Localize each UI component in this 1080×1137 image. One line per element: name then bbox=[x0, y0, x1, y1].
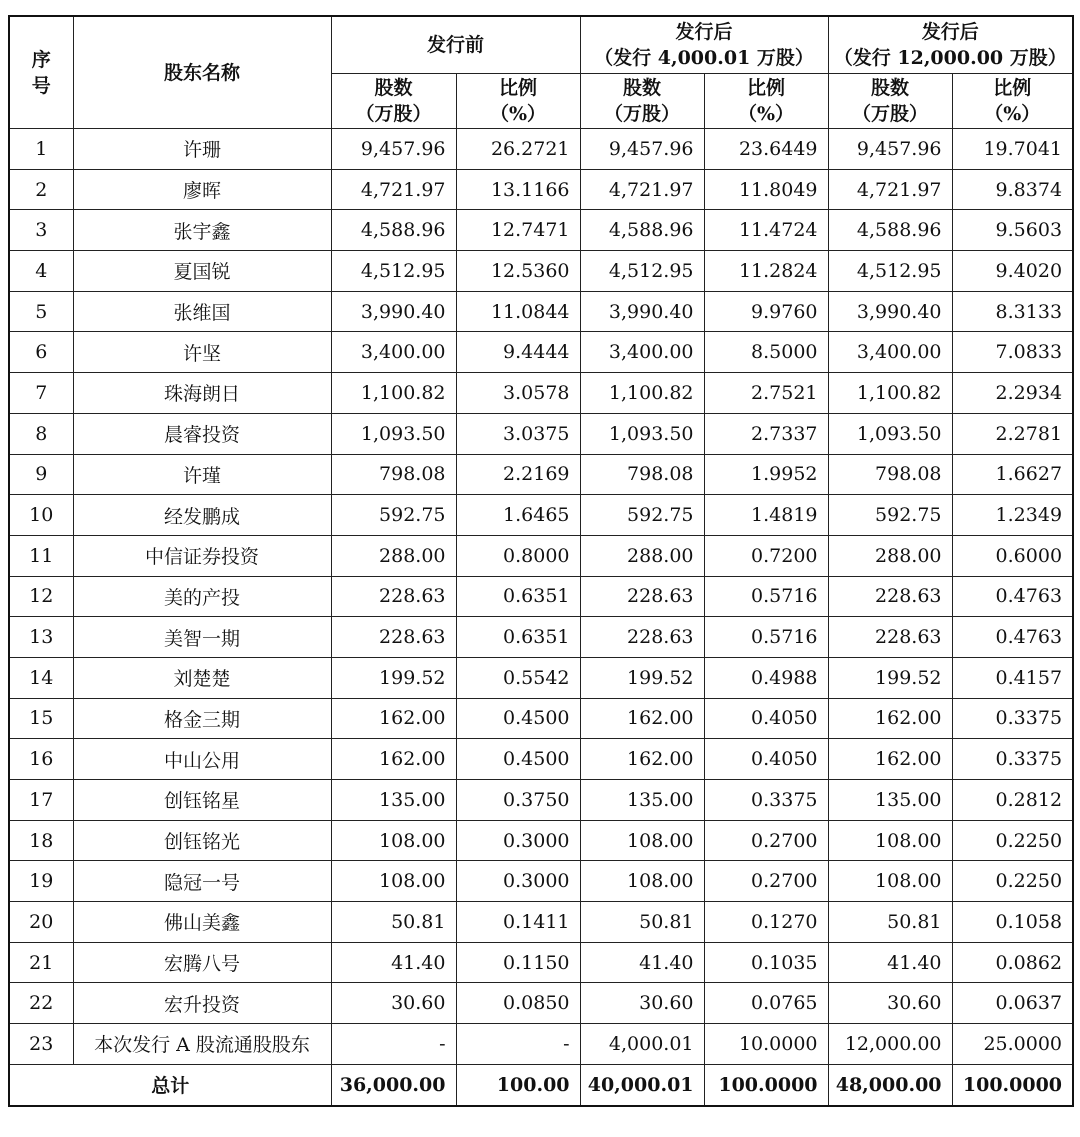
row-name: 珠海朗日 bbox=[73, 373, 331, 414]
row-before-ratio: - bbox=[456, 1024, 580, 1065]
row-name: 佛山美鑫 bbox=[73, 902, 331, 943]
row-before-ratio: 11.0844 bbox=[456, 291, 580, 332]
row-name: 许珊 bbox=[73, 129, 331, 170]
row-after-2-shares: 199.52 bbox=[828, 657, 952, 698]
row-after-1-shares: 288.00 bbox=[580, 535, 704, 576]
row-after-1-shares: 30.60 bbox=[580, 983, 704, 1024]
row-seq: 13 bbox=[9, 617, 73, 658]
row-before-shares: 228.63 bbox=[331, 617, 456, 658]
row-after-1-shares: 108.00 bbox=[580, 820, 704, 861]
row-after-1-shares: 3,990.40 bbox=[580, 291, 704, 332]
row-after-1-ratio: 1.4819 bbox=[704, 495, 828, 536]
table-row bbox=[9, 129, 1073, 170]
row-after-2-shares: 50.81 bbox=[828, 902, 952, 943]
row-name: 美智一期 bbox=[73, 617, 331, 658]
row-seq: 21 bbox=[9, 942, 73, 983]
header-shares-label: 股数 bbox=[374, 77, 413, 99]
row-after-1-ratio: 0.1035 bbox=[704, 942, 828, 983]
row-name: 刘楚楚 bbox=[73, 657, 331, 698]
row-name: 宏腾八号 bbox=[73, 942, 331, 983]
table-row bbox=[9, 291, 1073, 332]
row-seq: 7 bbox=[9, 373, 73, 414]
row-before-ratio: 0.3000 bbox=[456, 861, 580, 902]
table-row bbox=[9, 1024, 1073, 1065]
header-shares-unit: （万股） bbox=[355, 103, 432, 125]
row-after-1-ratio: 0.5716 bbox=[704, 617, 828, 658]
row-before-ratio: 12.7471 bbox=[456, 210, 580, 251]
row-after-1-ratio: 0.4988 bbox=[704, 657, 828, 698]
row-after-2-shares: 41.40 bbox=[828, 942, 952, 983]
table-body bbox=[9, 129, 1073, 1106]
row-name: 创钰铭星 bbox=[73, 780, 331, 821]
row-before-ratio: 0.4500 bbox=[456, 698, 580, 739]
header-ratio-unit: （%） bbox=[737, 103, 795, 125]
row-after-1-shares: 1,093.50 bbox=[580, 413, 704, 454]
row-after-1-ratio: 1.9952 bbox=[704, 454, 828, 495]
shareholding-table bbox=[8, 15, 1074, 1107]
row-before-ratio: 26.2721 bbox=[456, 129, 580, 170]
total-after-1-ratio: 100.0000 bbox=[704, 1064, 828, 1106]
row-before-ratio: 0.3000 bbox=[456, 820, 580, 861]
row-before-shares: 50.81 bbox=[331, 902, 456, 943]
row-after-2-ratio: 0.3375 bbox=[952, 739, 1073, 780]
row-name: 创钰铭光 bbox=[73, 820, 331, 861]
row-before-ratio: 0.4500 bbox=[456, 739, 580, 780]
row-after-2-ratio: 2.2934 bbox=[952, 373, 1073, 414]
row-before-shares: 108.00 bbox=[331, 861, 456, 902]
row-after-2-shares: 228.63 bbox=[828, 617, 952, 658]
header-after-2-shares bbox=[828, 74, 952, 129]
table-row bbox=[9, 210, 1073, 251]
row-seq: 14 bbox=[9, 657, 73, 698]
table-row bbox=[9, 169, 1073, 210]
row-after-2-shares: 3,400.00 bbox=[828, 332, 952, 373]
table-row bbox=[9, 413, 1073, 454]
row-before-shares: 9,457.96 bbox=[331, 129, 456, 170]
table-row bbox=[9, 657, 1073, 698]
row-after-2-shares: 228.63 bbox=[828, 576, 952, 617]
row-seq: 5 bbox=[9, 291, 73, 332]
row-after-2-shares: 4,721.97 bbox=[828, 169, 952, 210]
header-shares-label: 股数 bbox=[871, 77, 910, 99]
row-name: 张宇鑫 bbox=[73, 210, 331, 251]
header-before: 发行前 bbox=[331, 16, 580, 74]
row-before-ratio: 0.6351 bbox=[456, 576, 580, 617]
row-seq: 6 bbox=[9, 332, 73, 373]
header-seq-line2: 号 bbox=[31, 74, 51, 97]
row-seq: 12 bbox=[9, 576, 73, 617]
row-after-1-shares: 4,000.01 bbox=[580, 1024, 704, 1065]
header-ratio-label: 比例 bbox=[993, 77, 1032, 99]
row-after-2-ratio: 0.0637 bbox=[952, 983, 1073, 1024]
row-before-shares: 108.00 bbox=[331, 820, 456, 861]
row-name: 格金三期 bbox=[73, 698, 331, 739]
row-after-2-shares: 12,000.00 bbox=[828, 1024, 952, 1065]
row-after-2-ratio: 0.2250 bbox=[952, 820, 1073, 861]
row-after-1-ratio: 0.7200 bbox=[704, 535, 828, 576]
row-seq: 18 bbox=[9, 820, 73, 861]
header-shares-unit: （万股） bbox=[604, 103, 681, 125]
row-after-1-ratio: 8.5000 bbox=[704, 332, 828, 373]
row-name: 中信证券投资 bbox=[73, 535, 331, 576]
row-seq: 11 bbox=[9, 535, 73, 576]
row-after-1-ratio: 23.6449 bbox=[704, 129, 828, 170]
row-after-2-ratio: 0.2250 bbox=[952, 861, 1073, 902]
header-after-1-shares bbox=[580, 74, 704, 129]
row-before-shares: 30.60 bbox=[331, 983, 456, 1024]
row-before-shares: 228.63 bbox=[331, 576, 456, 617]
header-after-2-line1: 发行后 bbox=[921, 21, 979, 43]
row-after-1-shares: 798.08 bbox=[580, 454, 704, 495]
header-seq-line1: 序 bbox=[31, 48, 51, 71]
row-after-1-ratio: 0.1270 bbox=[704, 902, 828, 943]
row-after-2-shares: 162.00 bbox=[828, 698, 952, 739]
row-after-1-shares: 4,512.95 bbox=[580, 251, 704, 292]
row-name: 经发鹏成 bbox=[73, 495, 331, 536]
row-after-1-shares: 592.75 bbox=[580, 495, 704, 536]
table-row bbox=[9, 495, 1073, 536]
header-after-2 bbox=[828, 16, 1073, 74]
row-before-ratio: 0.8000 bbox=[456, 535, 580, 576]
row-after-1-ratio: 11.4724 bbox=[704, 210, 828, 251]
row-after-1-ratio: 11.8049 bbox=[704, 169, 828, 210]
row-after-1-shares: 41.40 bbox=[580, 942, 704, 983]
row-after-1-shares: 162.00 bbox=[580, 739, 704, 780]
row-before-shares: 4,512.95 bbox=[331, 251, 456, 292]
row-before-shares: 3,990.40 bbox=[331, 291, 456, 332]
row-before-shares: - bbox=[331, 1024, 456, 1065]
row-after-2-ratio: 25.0000 bbox=[952, 1024, 1073, 1065]
row-after-2-ratio: 0.4763 bbox=[952, 617, 1073, 658]
row-after-1-ratio: 0.4050 bbox=[704, 739, 828, 780]
row-seq: 9 bbox=[9, 454, 73, 495]
row-before-ratio: 0.6351 bbox=[456, 617, 580, 658]
row-seq: 4 bbox=[9, 251, 73, 292]
table-row bbox=[9, 617, 1073, 658]
row-name: 晨睿投资 bbox=[73, 413, 331, 454]
row-seq: 1 bbox=[9, 129, 73, 170]
total-after-2-shares: 48,000.00 bbox=[828, 1064, 952, 1106]
row-after-1-shares: 108.00 bbox=[580, 861, 704, 902]
total-label: 总计 bbox=[9, 1064, 331, 1106]
row-name: 张维国 bbox=[73, 291, 331, 332]
row-before-ratio: 0.0850 bbox=[456, 983, 580, 1024]
row-before-shares: 1,100.82 bbox=[331, 373, 456, 414]
row-after-1-shares: 3,400.00 bbox=[580, 332, 704, 373]
total-before-shares: 36,000.00 bbox=[331, 1064, 456, 1106]
row-after-2-ratio: 19.7041 bbox=[952, 129, 1073, 170]
row-seq: 19 bbox=[9, 861, 73, 902]
row-after-2-shares: 30.60 bbox=[828, 983, 952, 1024]
row-before-shares: 3,400.00 bbox=[331, 332, 456, 373]
row-after-2-shares: 3,990.40 bbox=[828, 291, 952, 332]
row-after-2-ratio: 7.0833 bbox=[952, 332, 1073, 373]
row-after-2-shares: 592.75 bbox=[828, 495, 952, 536]
row-after-2-shares: 4,512.95 bbox=[828, 251, 952, 292]
row-after-2-ratio: 0.2812 bbox=[952, 780, 1073, 821]
row-before-ratio: 3.0375 bbox=[456, 413, 580, 454]
row-name: 廖晖 bbox=[73, 169, 331, 210]
row-before-shares: 162.00 bbox=[331, 739, 456, 780]
table-row bbox=[9, 902, 1073, 943]
row-seq: 22 bbox=[9, 983, 73, 1024]
row-after-2-ratio: 9.4020 bbox=[952, 251, 1073, 292]
row-seq: 3 bbox=[9, 210, 73, 251]
row-after-2-ratio: 1.2349 bbox=[952, 495, 1073, 536]
total-row bbox=[9, 1064, 1073, 1106]
row-after-2-shares: 108.00 bbox=[828, 820, 952, 861]
row-after-2-ratio: 8.3133 bbox=[952, 291, 1073, 332]
row-after-1-shares: 4,721.97 bbox=[580, 169, 704, 210]
row-before-shares: 162.00 bbox=[331, 698, 456, 739]
row-before-shares: 1,093.50 bbox=[331, 413, 456, 454]
table-row bbox=[9, 373, 1073, 414]
shareholding-table-container bbox=[8, 15, 1072, 1107]
row-after-1-ratio: 2.7521 bbox=[704, 373, 828, 414]
table-row bbox=[9, 454, 1073, 495]
table-row bbox=[9, 332, 1073, 373]
row-after-2-shares: 9,457.96 bbox=[828, 129, 952, 170]
row-seq: 2 bbox=[9, 169, 73, 210]
row-after-1-ratio: 0.3375 bbox=[704, 780, 828, 821]
row-before-ratio: 13.1166 bbox=[456, 169, 580, 210]
row-after-1-shares: 50.81 bbox=[580, 902, 704, 943]
header-before-ratio bbox=[456, 74, 580, 129]
row-after-1-shares: 228.63 bbox=[580, 576, 704, 617]
row-seq: 20 bbox=[9, 902, 73, 943]
row-before-shares: 288.00 bbox=[331, 535, 456, 576]
row-after-2-shares: 1,093.50 bbox=[828, 413, 952, 454]
header-after-1-line1: 发行后 bbox=[675, 21, 733, 43]
row-before-ratio: 0.5542 bbox=[456, 657, 580, 698]
row-after-1-shares: 1,100.82 bbox=[580, 373, 704, 414]
header-ratio-unit: （%） bbox=[984, 103, 1041, 125]
row-before-ratio: 3.0578 bbox=[456, 373, 580, 414]
header-ratio-label: 比例 bbox=[499, 77, 538, 99]
header-ratio-unit: （%） bbox=[489, 103, 547, 125]
table-header bbox=[9, 16, 1073, 129]
header-after-1-ratio bbox=[704, 74, 828, 129]
header-shares-label: 股数 bbox=[623, 77, 662, 99]
table-row bbox=[9, 535, 1073, 576]
row-before-ratio: 2.2169 bbox=[456, 454, 580, 495]
row-after-1-ratio: 11.2824 bbox=[704, 251, 828, 292]
row-after-2-shares: 798.08 bbox=[828, 454, 952, 495]
row-after-1-shares: 162.00 bbox=[580, 698, 704, 739]
row-before-shares: 798.08 bbox=[331, 454, 456, 495]
row-before-shares: 199.52 bbox=[331, 657, 456, 698]
header-after-2-ratio bbox=[952, 74, 1073, 129]
table-row bbox=[9, 251, 1073, 292]
total-after-1-shares: 40,000.01 bbox=[580, 1064, 704, 1106]
row-before-ratio: 0.3750 bbox=[456, 780, 580, 821]
table-row bbox=[9, 780, 1073, 821]
table-row bbox=[9, 739, 1073, 780]
table-row bbox=[9, 576, 1073, 617]
row-name: 美的产投 bbox=[73, 576, 331, 617]
row-after-1-ratio: 0.2700 bbox=[704, 820, 828, 861]
row-before-shares: 4,588.96 bbox=[331, 210, 456, 251]
row-after-2-shares: 108.00 bbox=[828, 861, 952, 902]
row-after-2-ratio: 9.5603 bbox=[952, 210, 1073, 251]
row-after-1-shares: 4,588.96 bbox=[580, 210, 704, 251]
row-after-2-shares: 288.00 bbox=[828, 535, 952, 576]
row-seq: 23 bbox=[9, 1024, 73, 1065]
row-seq: 15 bbox=[9, 698, 73, 739]
row-after-2-shares: 1,100.82 bbox=[828, 373, 952, 414]
row-after-2-shares: 135.00 bbox=[828, 780, 952, 821]
row-after-2-ratio: 1.6627 bbox=[952, 454, 1073, 495]
row-name: 本次发行 A 股流通股股东 bbox=[73, 1024, 331, 1065]
row-seq: 17 bbox=[9, 780, 73, 821]
header-name: 股东名称 bbox=[73, 16, 331, 129]
row-after-2-ratio: 0.1058 bbox=[952, 902, 1073, 943]
row-after-1-shares: 199.52 bbox=[580, 657, 704, 698]
table-row bbox=[9, 820, 1073, 861]
row-after-2-shares: 162.00 bbox=[828, 739, 952, 780]
row-after-1-ratio: 0.4050 bbox=[704, 698, 828, 739]
header-after-1 bbox=[580, 16, 828, 74]
row-after-1-shares: 228.63 bbox=[580, 617, 704, 658]
row-after-1-shares: 9,457.96 bbox=[580, 129, 704, 170]
row-after-1-ratio: 2.7337 bbox=[704, 413, 828, 454]
row-name: 许瑾 bbox=[73, 454, 331, 495]
row-after-1-ratio: 10.0000 bbox=[704, 1024, 828, 1065]
row-after-1-ratio: 0.2700 bbox=[704, 861, 828, 902]
row-before-shares: 41.40 bbox=[331, 942, 456, 983]
row-seq: 8 bbox=[9, 413, 73, 454]
row-seq: 10 bbox=[9, 495, 73, 536]
row-before-shares: 592.75 bbox=[331, 495, 456, 536]
row-after-2-ratio: 0.4157 bbox=[952, 657, 1073, 698]
row-after-2-ratio: 0.6000 bbox=[952, 535, 1073, 576]
header-ratio-label: 比例 bbox=[747, 77, 786, 99]
row-before-ratio: 0.1150 bbox=[456, 942, 580, 983]
row-after-2-ratio: 0.3375 bbox=[952, 698, 1073, 739]
row-name: 隐冠一号 bbox=[73, 861, 331, 902]
row-after-1-shares: 135.00 bbox=[580, 780, 704, 821]
row-after-1-ratio: 0.5716 bbox=[704, 576, 828, 617]
table-row bbox=[9, 983, 1073, 1024]
row-seq: 16 bbox=[9, 739, 73, 780]
row-before-ratio: 1.6465 bbox=[456, 495, 580, 536]
header-seq bbox=[9, 16, 73, 129]
row-name: 许坚 bbox=[73, 332, 331, 373]
row-before-ratio: 12.5360 bbox=[456, 251, 580, 292]
row-before-ratio: 0.1411 bbox=[456, 902, 580, 943]
row-after-2-ratio: 0.4763 bbox=[952, 576, 1073, 617]
table-row bbox=[9, 698, 1073, 739]
row-after-2-ratio: 2.2781 bbox=[952, 413, 1073, 454]
header-after-1-line2: （发行 4,000.01 万股） bbox=[594, 47, 814, 69]
table-row bbox=[9, 861, 1073, 902]
row-before-shares: 4,721.97 bbox=[331, 169, 456, 210]
row-name: 夏国锐 bbox=[73, 251, 331, 292]
table-row bbox=[9, 942, 1073, 983]
row-name: 中山公用 bbox=[73, 739, 331, 780]
header-after-2-line2: （发行 12,000.00 万股） bbox=[833, 47, 1067, 69]
row-before-ratio: 9.4444 bbox=[456, 332, 580, 373]
row-after-2-shares: 4,588.96 bbox=[828, 210, 952, 251]
row-after-2-ratio: 9.8374 bbox=[952, 169, 1073, 210]
row-after-1-ratio: 0.0765 bbox=[704, 983, 828, 1024]
row-after-2-ratio: 0.0862 bbox=[952, 942, 1073, 983]
total-before-ratio: 100.00 bbox=[456, 1064, 580, 1106]
row-name: 宏升投资 bbox=[73, 983, 331, 1024]
row-before-shares: 135.00 bbox=[331, 780, 456, 821]
header-shares-unit: （万股） bbox=[852, 103, 929, 125]
header-before-shares bbox=[331, 74, 456, 129]
row-after-1-ratio: 9.9760 bbox=[704, 291, 828, 332]
total-after-2-ratio: 100.0000 bbox=[952, 1064, 1073, 1106]
